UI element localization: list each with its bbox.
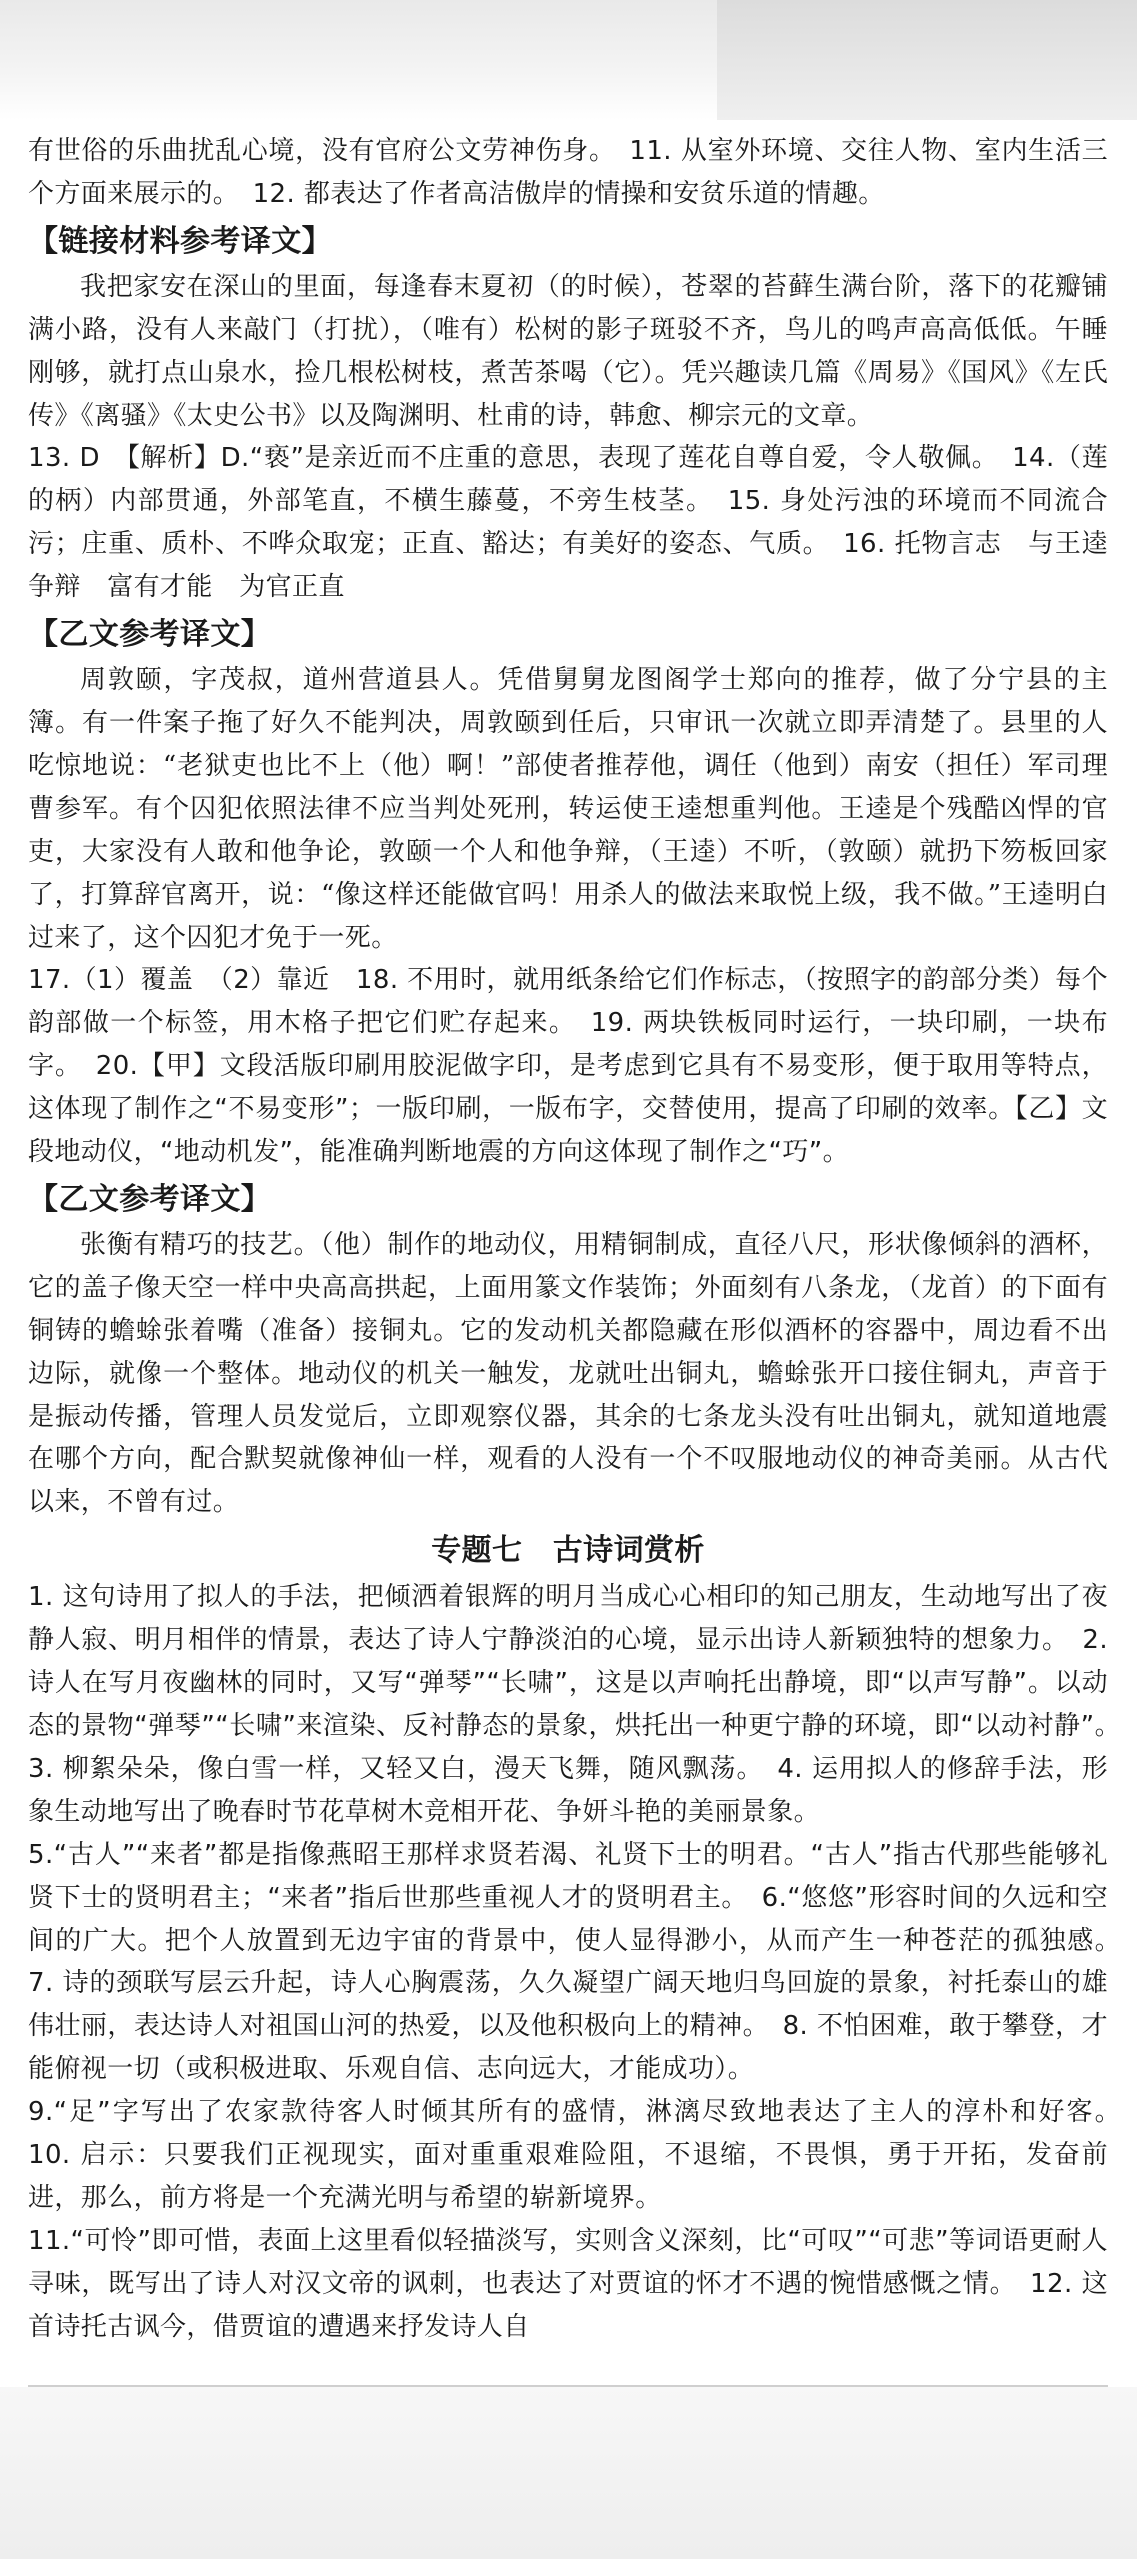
scan-bottom-margin [0,2387,1137,2559]
poetry-answers-11-12: 11.“可怜”即可惜，表面上这里看似轻描淡写，实则含义深刻，比“可叹”“可悲”等词语更耐人寻味，既写出了诗人对汉文帝的讽刺，也表达了对贾谊的怀才不遇的惋惜感慨之情。 12. 这首诗托古讽今，借贾谊的遭遇来抒发诗人自 [28,2225,1108,2342]
translation-link-material: 我把家安在深山的里面，每逢春末夏初（的时候），苍翠的苔藓生满台阶，落下的花瓣铺满小路，没有人来敲门（打扰），（唯有）松树的影子斑驳不齐，鸟儿的鸣声高高低低。午睡刚够，就打点山泉水，捡几根松树枝，煮苦茶喝（它）。凭兴趣读几篇《周易》《国风》《左氏传》《离骚》《太史公书》以及陶渊明、杜甫的诗，韩愈、柳宗元的文章。 [28,271,1108,431]
section-header-link-material: 【链接材料参考译文】 [28,223,332,259]
translation-yi-text-1: 周敦颐，字茂叔，道州营道县人。凭借舅舅龙图阁学士郑向的推荐，做了分宁县的主簿。有一件案子拖了好久不能判决，周敦颐到任后，只审讯一次就立即弄清楚了。县里的人吃惊地说：“老狱吏也比不上（他）啊！”部使者推荐他，调任（他到）南安（担任）军司理曹参军。有个囚犯依照法律不应当判处死刑，转运使王逵想重判他。王逵是个残酷凶悍的官吏，大家没有人敢和他争论，敦颐一个人和他争辩，（王逵）不听，（敦颐）就扔下笏板回家了，打算辞官离开，说：“像这样还能做官吗！用杀人的做法来取悦上级，我不做。”王逵明白过来了，这个囚犯才免于一死。 [28,665,1108,953]
answer-paragraph-17-20: 17.（1）覆盖 （2）靠近 18. 不用时，就用纸条给它们作标志，（按照字的韵部分类）每个韵部做一个标签，用木格子把它们贮存起来。 19. 两块铁板同时运行，一块印刷，一块布字。 20.【甲】文段活版印刷用胶泥做字印，是考虑到它具有不易变形，便于取用等特点，这体现了制作之“不易变形”；一版印刷，一版布字，交替使用，提高了印刷的效率。【乙】文段地动仪，“地动机发”，能准确判断地震的方向这体现了制作之“巧”。 [28,965,1108,1168]
poetry-answers-9-10: 9.“足”字写出了农家款待客人时倾其所有的盛情，淋漓尽致地表达了主人的淳朴和好客。 10. 启示：只要我们正视现实，面对重重艰难险阻，不退缩，不畏惧，勇于开拓，发奋前进，那么，前方将是一个充满光明与希望的崭新境界。 [28,2097,1135,2213]
answer-paragraph-1: 有世俗的乐曲扰乱心境，没有官府公文劳神伤身。 11. 从室外环境、交往人物、室内生活三个方面来展示的。 12. 都表达了作者高洁傲岸的情操和安贫乐道的情趣。 [28,136,1108,209]
answer-page [28,130,1135,2349]
translation-yi-text-2: 张衡有精巧的技艺。（他）制作的地动仪，用精铜制成，直径八尺，形状像倾斜的酒杯，它的盖子像天空一样中央高高拱起，上面用篆文作装饰；外面刻有八条龙，（龙首）的下面有铜铸的蟾蜍张着嘴（准备）接铜丸。它的发动机关都隐藏在形似酒杯的容器中，周边看不出边际，就像一个整体。地动仪的机关一触发，龙就吐出铜丸，蟾蜍张开口接住铜丸，声音于是振动传播，管理人员发觉后，立即观察仪器，其余的七条龙头没有吐出铜丸，就知道地震在哪个方向，配合默契就像神仙一样，观看的人没有一个不叹服地动仪的神奇美丽。从古代以来，不曾有过。 [28,1229,1108,1518]
scan-top-corner-shading [717,0,1137,120]
section-header-yi-text-2: 【乙文参考译文】 [28,1181,272,1217]
poetry-answers-5-8: 5.“古人”“来者”都是指像燕昭王那样求贤若渴、礼贤下士的明君。“古人”指古代那些能够礼贤下士的贤明君主；“来者”指后世那些重视人才的贤明君主。 6.“悠悠”形容时间的久远和空间的广大。把个人放置到无边宇宙的背景中，使人显得渺小，从而产生一种苍茫的孤独感。 7. 诗的颈联写层云升起，诗人心胸震荡，久久凝望广阔天地归鸟回旋的景象，衬托泰山的雄伟壮丽，表达诗人对祖国山河的热爱，以及他积极向上的精神。 8. 不怕困难，敢于攀登，才能俯视一切（或积极进取、乐观自信、志向远大，才能成功）。 [28,1839,1135,2085]
answer-paragraph-13-16: 13. D 【解析】D.“亵”是亲近而不庄重的意思，表现了莲花自尊自爱，令人敬佩。 14.（莲的柄）内部贯通，外部笔直，不横生藤蔓，不旁生枝茎。 15. 身处污浊的环境而不同流合污；庄重、质朴、不哗众取宠；正直、豁达；有美好的姿态、气质。 16. 托物言志 与王逵争辩 富有才能 为官正直 [28,443,1108,603]
poetry-answers-1-4: 1. 这句诗用了拟人的手法，把倾洒着银辉的明月当成心心相印的知己朋友，生动地写出了夜静人寂、明月相伴的情景，表达了诗人宁静淡泊的心境，显示出诗人新颖独特的想象力。 2. 诗人在写月夜幽林的同时，又写“弹琴”“长啸”，这是以声响托出静境，即“以声写静”。以动态的景物“弹琴”“长啸”来渲染、反衬静态的景象，烘托出一种更宁静的环境，即“以动衬静”。 3. 柳絮朵朵，像白雪一样，又轻又白，漫天飞舞，随风飘荡。 4. 运用拟人的修辞手法，形象生动地写出了晚春时节花草树木竞相开花、争妍斗艳的美丽景象。 [28,1582,1135,1827]
topic-seven-title: 专题七 古诗词赏析 [431,1533,705,1569]
section-header-yi-text-1: 【乙文参考译文】 [28,617,272,653]
